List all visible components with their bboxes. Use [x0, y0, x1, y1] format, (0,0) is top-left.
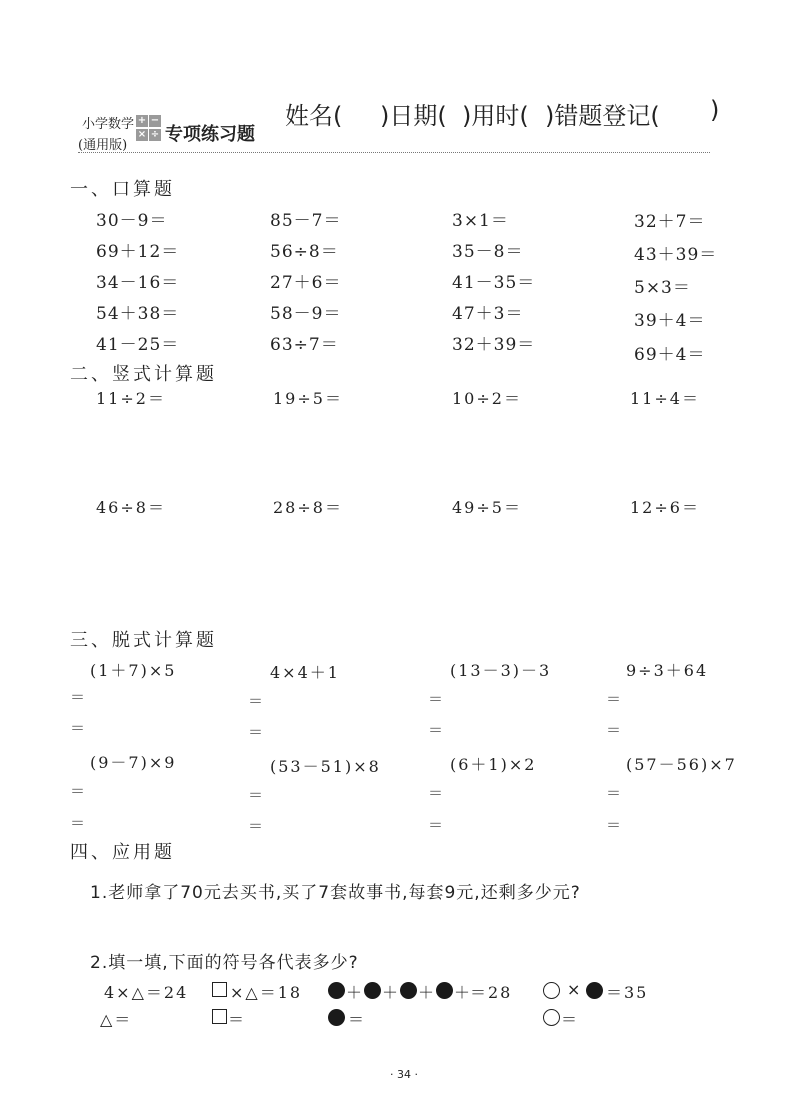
word-problem-2: 2.填一填,下面的符号各代表多少? [90, 953, 359, 973]
section4-title: 四、应用题 [70, 842, 175, 863]
step-calc-item: (57－56)×7 [626, 755, 737, 774]
filled-circle-icon [328, 1009, 345, 1026]
equals-sign: ＝ [606, 784, 622, 802]
oral-calc-item: 39＋4＝ [634, 311, 706, 331]
word-problem-1: 1.老师拿了70元去买书,买了7套故事书,每套9元,还剩多少元? [90, 883, 581, 903]
filled-circle-icon [364, 982, 381, 999]
name-field-label: 姓名( [285, 102, 343, 130]
header-divider [78, 152, 710, 153]
oral-calc-item: 27＋6＝ [270, 273, 342, 293]
step-calc-item: (53－51)×8 [270, 757, 381, 776]
vertical-calc-item: 10÷2＝ [452, 389, 522, 408]
oral-calc-item: 54＋38＝ [96, 304, 180, 324]
oral-calc-item: 35－8＝ [452, 242, 524, 262]
triangle-answer: △＝ [100, 1010, 133, 1029]
minus-icon: − [150, 115, 160, 126]
vertical-calc-item: 11÷4＝ [630, 389, 700, 408]
filled-circle-icon [328, 982, 345, 999]
plus-sign: ＋ [418, 983, 437, 1002]
times-icon: × [137, 129, 147, 140]
oral-calc-item: 85－7＝ [270, 211, 342, 231]
section3-title: 三、脱式计算题 [70, 630, 217, 651]
open-circle-icon [543, 1009, 560, 1026]
oral-calc-item: 43＋39＝ [634, 245, 718, 265]
vertical-calc-item: 28÷8＝ [273, 498, 343, 517]
oral-calc-item: 41－25＝ [96, 335, 180, 355]
ring-answer: ＝ [561, 1010, 580, 1029]
brand-title: 专项练习题 [165, 124, 255, 145]
plus-sign: ＋ [382, 983, 401, 1002]
equals-sign: ＝ [428, 690, 444, 708]
filled-circle-icon [586, 982, 603, 999]
oral-calc-item: 30－9＝ [96, 211, 168, 231]
equals-sign: ＝ [248, 786, 264, 804]
brand-edition: (通用版) [78, 138, 128, 153]
section1-title: 一、口算题 [70, 179, 175, 200]
equals-sign: ＝ [428, 721, 444, 739]
times-sign: × [567, 980, 583, 999]
equals-sign: ＝ [606, 690, 622, 708]
error-log-close-paren: ) [710, 96, 720, 124]
oral-calc-item: 3×1＝ [452, 211, 509, 231]
step-calc-item: (13－3)－3 [450, 661, 552, 680]
vertical-calc-item: 49÷5＝ [452, 498, 522, 517]
oral-calc-item: 58－9＝ [270, 304, 342, 324]
oral-calc-item: 5×3＝ [634, 278, 691, 298]
vertical-calc-item: 19÷5＝ [273, 389, 343, 408]
equals-sign: ＝ [428, 816, 444, 834]
step-calc-item: (9－7)×9 [90, 753, 177, 772]
step-calc-item: 4×4＋1 [270, 663, 340, 682]
square-icon [212, 1009, 227, 1024]
date-field-label: )日期( [380, 102, 447, 130]
divide-icon: ÷ [150, 129, 160, 140]
vertical-calc-item: 11÷2＝ [96, 389, 166, 408]
plus-icon: + [137, 115, 147, 126]
symbol-equation-1: 4×△＝24 [104, 983, 189, 1002]
equals-sign: ＝ [248, 817, 264, 835]
oral-calc-item: 32＋7＝ [634, 212, 706, 232]
square-answer: ＝ [228, 1010, 247, 1029]
step-calc-item: (6＋1)×2 [450, 755, 537, 774]
oral-calc-item: 63÷7＝ [270, 335, 339, 355]
oral-calc-item: 41－35＝ [452, 273, 536, 293]
error-log-field-label: )错题登记( [545, 102, 660, 130]
plus-sign: ＋ [454, 983, 473, 1002]
symbol-equation-4-result: ＝35 [606, 983, 649, 1002]
vertical-calc-item: 12÷6＝ [630, 498, 700, 517]
equals-sign: ＝ [70, 719, 86, 737]
brand-subject: 小学数学 [82, 117, 135, 132]
filled-circle-icon [400, 982, 417, 999]
equals-sign: ＝ [606, 721, 622, 739]
equals-sign: ＝ [70, 814, 86, 832]
oral-calc-item: 69＋4＝ [634, 345, 706, 365]
filled-circle-icon [436, 982, 453, 999]
equals-sign: ＝ [70, 782, 86, 800]
equals-sign: ＝ [428, 784, 444, 802]
equals-sign: ＝ [70, 688, 86, 706]
equals-sign: ＝ [248, 723, 264, 741]
vertical-calc-item: 46÷8＝ [96, 498, 166, 517]
oral-calc-item: 32＋39＝ [452, 335, 536, 355]
equals-sign: ＝ [606, 816, 622, 834]
equals-sign: ＝ [248, 692, 264, 710]
step-calc-item: (1＋7)×5 [90, 661, 177, 680]
oral-calc-item: 69＋12＝ [96, 242, 180, 262]
time-field-label: )用时( [462, 102, 529, 130]
symbol-equation-3-result: ＝28 [470, 983, 513, 1002]
oral-calc-item: 56÷8＝ [270, 242, 339, 262]
open-circle-icon [543, 982, 560, 999]
oral-calc-item: 34－16＝ [96, 273, 180, 293]
square-icon [212, 982, 227, 997]
plus-sign: ＋ [346, 983, 365, 1002]
oral-calc-item: 47＋3＝ [452, 304, 524, 324]
page-number: · 34 · [390, 1068, 418, 1081]
step-calc-item: 9÷3＋64 [626, 661, 709, 680]
section2-title: 二、竖式计算题 [70, 364, 217, 385]
symbol-equation-2: ×△＝18 [230, 983, 303, 1002]
circle-answer: ＝ [348, 1010, 367, 1029]
